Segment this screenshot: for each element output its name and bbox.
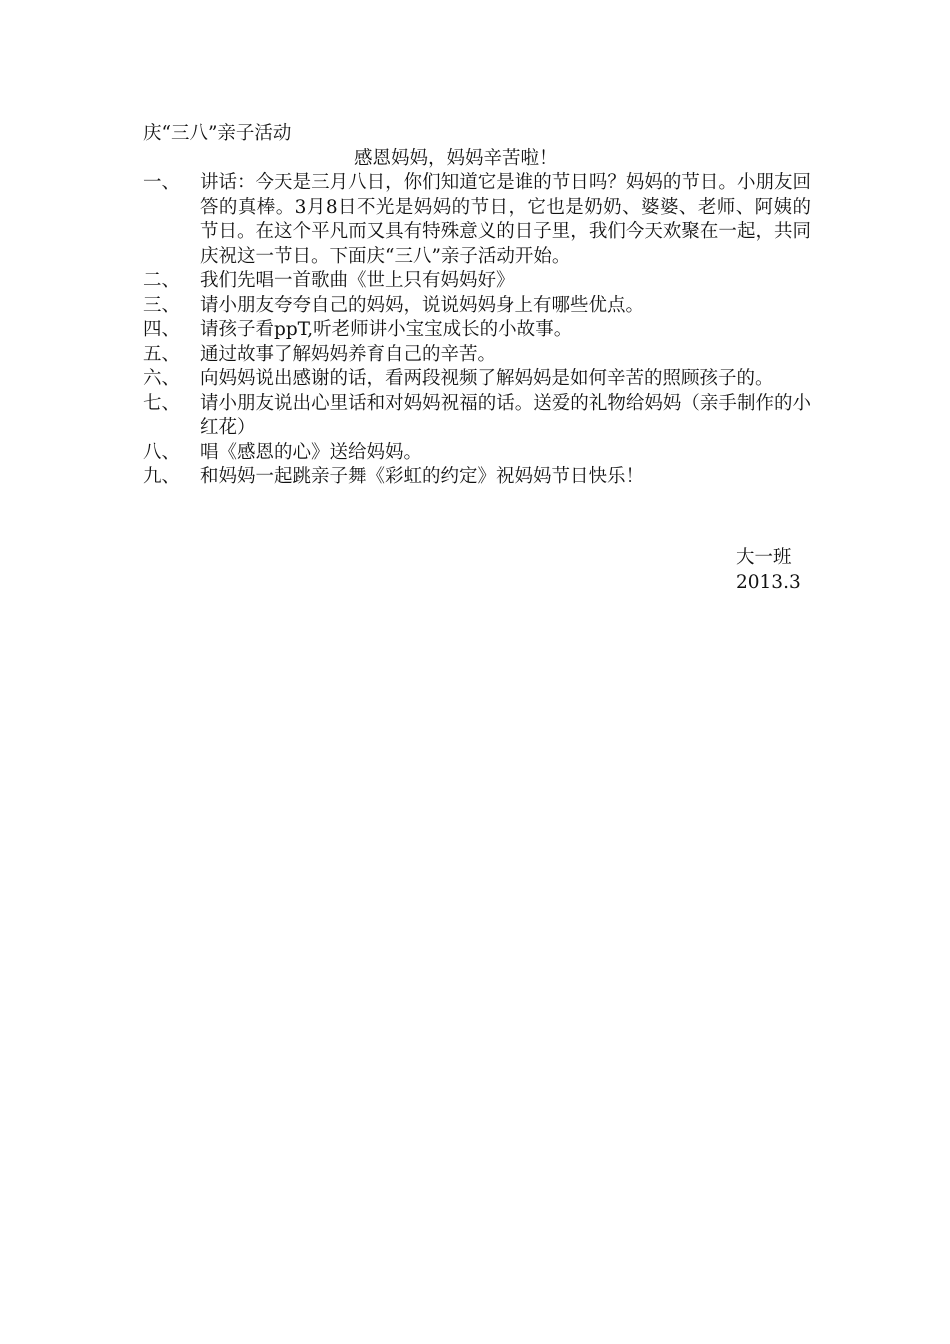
- item-text: 唱《感恩的心》送给妈妈。: [200, 441, 423, 463]
- list-item: [143, 343, 811, 368]
- item-number: 六、: [143, 368, 181, 389]
- item-text: 讲话：今天是三月八日，你们知道它是谁的节日吗？妈妈的节日。小朋友回答的真棒。3月8日不光是妈妈的节日，它也是奶奶、婆婆、老师、阿姨的节日。在这个平凡而又具有特殊意义的日子里，我们今天欢聚在一起，共同庆祝这一节日。下面庆“三八”亲子活动开始。: [200, 172, 811, 267]
- item-number: 八、: [143, 441, 181, 463]
- item-text: 请孩子看ppT,听老师讲小宝宝成长的小故事。: [200, 319, 573, 340]
- document-title: 庆“三八”亲子活动: [143, 123, 292, 144]
- document-body: [143, 122, 811, 490]
- item-number: 三、: [143, 294, 181, 316]
- list-item: [143, 392, 811, 441]
- document-subtitle: 感恩妈妈，妈妈辛苦啦！: [354, 147, 558, 169]
- list-item: [143, 465, 811, 490]
- item-text: 和妈妈一起跳亲子舞《彩虹的约定》祝妈妈节日快乐！: [200, 466, 645, 487]
- list-item: [143, 441, 811, 466]
- signature-block: [736, 546, 801, 595]
- list-item: [143, 294, 811, 319]
- item-number: 一、: [143, 172, 181, 193]
- item-text: 请小朋友夸夸自己的妈妈，说说妈妈身上有哪些优点。: [200, 294, 645, 316]
- activity-list: [143, 171, 811, 490]
- item-number: 四、: [143, 319, 181, 340]
- list-item: [143, 367, 811, 392]
- signature-date: 2013.3: [736, 571, 801, 593]
- list-item: [143, 318, 811, 343]
- item-number: 九、: [143, 466, 181, 487]
- item-number: 七、: [143, 392, 181, 414]
- item-text: 向妈妈说出感谢的话，看两段视频了解妈妈是如何辛苦的照顾孩子的。: [200, 368, 774, 389]
- list-item: [143, 171, 811, 269]
- list-item: [143, 269, 811, 294]
- item-text: 请小朋友说出心里话和对妈妈祝福的话。送爱的礼物给妈妈（亲手制作的小红花）: [200, 392, 811, 438]
- item-number: 五、: [143, 343, 181, 365]
- item-text: 我们先唱一首歌曲《世上只有妈妈好》: [200, 270, 515, 291]
- signature-class: 大一班: [736, 547, 792, 568]
- item-number: 二、: [143, 270, 181, 291]
- item-text: 通过故事了解妈妈养育自己的辛苦。: [200, 343, 497, 365]
